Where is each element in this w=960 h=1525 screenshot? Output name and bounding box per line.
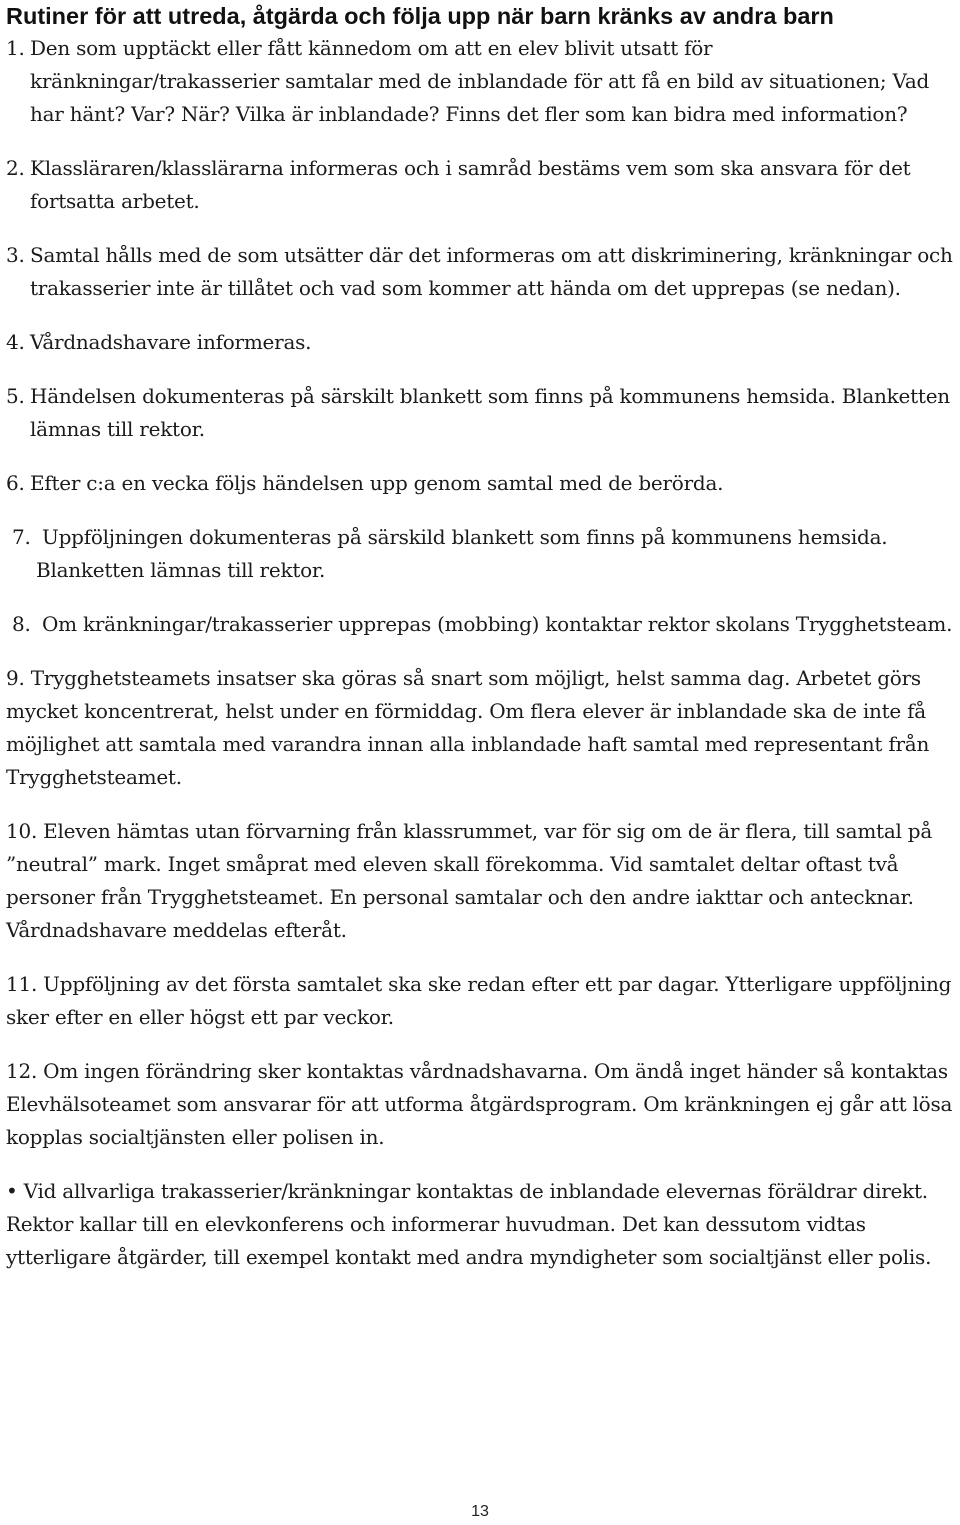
step-number: 6. [6, 471, 25, 495]
bullet-note [6, 1175, 956, 1274]
step-text: Eleven hämtas utan förvarning från klassrummet, var för sig om de är flera, till samtal på ”neutral” mark. Inget småprat med eleven skall förekomma. Vid samtalet deltar oftast två personer från Trygghetsteamet. En personal samtalar och den andre iakttar och antecknar. Vårdnadshavare meddelas efteråt. [6, 819, 932, 942]
step-text: Trygghetsteamets insatser ska göras så snart som möjligt, helst samma dag. Arbetet görs mycket koncentrerat, helst under en förmiddag. Om flera elever är inblandade ska de inte få möjlighet att samtala med varandra innan alla inblandade haft samtal med representant från Trygghetsteamet. [6, 666, 930, 789]
step-text: Om ingen förändring sker kontaktas vårdnadshavarna. Om ändå inget händer så kontaktas Elevhälsoteamet som ansvarar för att utforma åtgärdsprogram. Om kränkningen ej går att lösa kopplas socialtjänsten eller polisen in. [6, 1059, 953, 1149]
step-number: 11. [6, 972, 38, 996]
step-number: 10. [6, 819, 38, 843]
step-5 [6, 380, 956, 446]
page-number: 13 [471, 1503, 489, 1520]
step-number: 3. [6, 243, 25, 267]
step-number: 4. [6, 330, 25, 354]
step-12 [6, 1055, 956, 1154]
step-text: Om kränkningar/trakasserier upprepas (mobbing) kontaktar rektor skolans Trygghetsteam. [42, 612, 953, 636]
document-page [6, 0, 956, 1274]
step-number: 2. [6, 156, 25, 180]
step-text: Händelsen dokumenteras på särskilt blankett som finns på kommunens hemsida. Blanketten lämnas till rektor. [30, 384, 950, 441]
step-11 [6, 968, 956, 1034]
bullet-symbol: • [6, 1179, 18, 1203]
step-6 [6, 467, 956, 500]
step-number: 8. [12, 612, 31, 636]
step-1 [6, 32, 956, 131]
bullet-text: Vid allvarliga trakasserier/kränkningar kontaktas de inblandade elevernas föräldrar direkt. Rektor kallar till en elevkonferens och informerar huvudman. Det kan dessutom vidtas ytterligare åtgärder, till exempel kontakt med andra myndigheter som socialtjänst eller polis. [6, 1179, 932, 1269]
step-7 [6, 521, 956, 587]
step-10 [6, 815, 956, 947]
step-text: Efter c:a en vecka följs händelsen upp genom samtal med de berörda. [30, 471, 724, 495]
step-number: 12. [6, 1059, 38, 1083]
step-8 [6, 608, 956, 641]
step-9 [6, 662, 956, 794]
step-number: 7. [12, 525, 31, 549]
step-text: Uppföljningen dokumenteras på särskild blankett som finns på kommunens hemsida. Blanketten lämnas till rektor. [36, 525, 888, 582]
step-text: Uppföljning av det första samtalet ska ske redan efter ett par dagar. Ytterligare uppföljning sker efter en eller högst ett par veckor. [6, 972, 952, 1029]
step-text: Samtal hålls med de som utsätter där det informeras om att diskriminering, kränkningar och trakasserier inte är tillåtet och vad som kommer att hända om det upprepas (se nedan). [30, 243, 953, 300]
document-title: Rutiner för att utreda, åtgärda och följa upp när barn kränks av andra barn [6, 3, 834, 29]
step-4 [6, 326, 956, 359]
step-number: 9. [6, 666, 25, 690]
step-text: Den som upptäckt eller fått kännedom om att en elev blivit utsatt för kränkningar/trakasserier samtalar med de inblandade för att få en bild av situationen; Vad har hänt? Var? När? Vilka är inblandade? Finns det fler som kan bidra med information? [30, 36, 930, 126]
step-number: 1. [6, 36, 25, 60]
step-3 [6, 239, 956, 305]
step-2 [6, 152, 956, 218]
step-text: Vårdnadshavare informeras. [30, 330, 312, 354]
step-number: 5. [6, 384, 25, 408]
step-text: Klassläraren/klasslärarna informeras och i samråd bestäms vem som ska ansvara för det fortsatta arbetet. [30, 156, 911, 213]
